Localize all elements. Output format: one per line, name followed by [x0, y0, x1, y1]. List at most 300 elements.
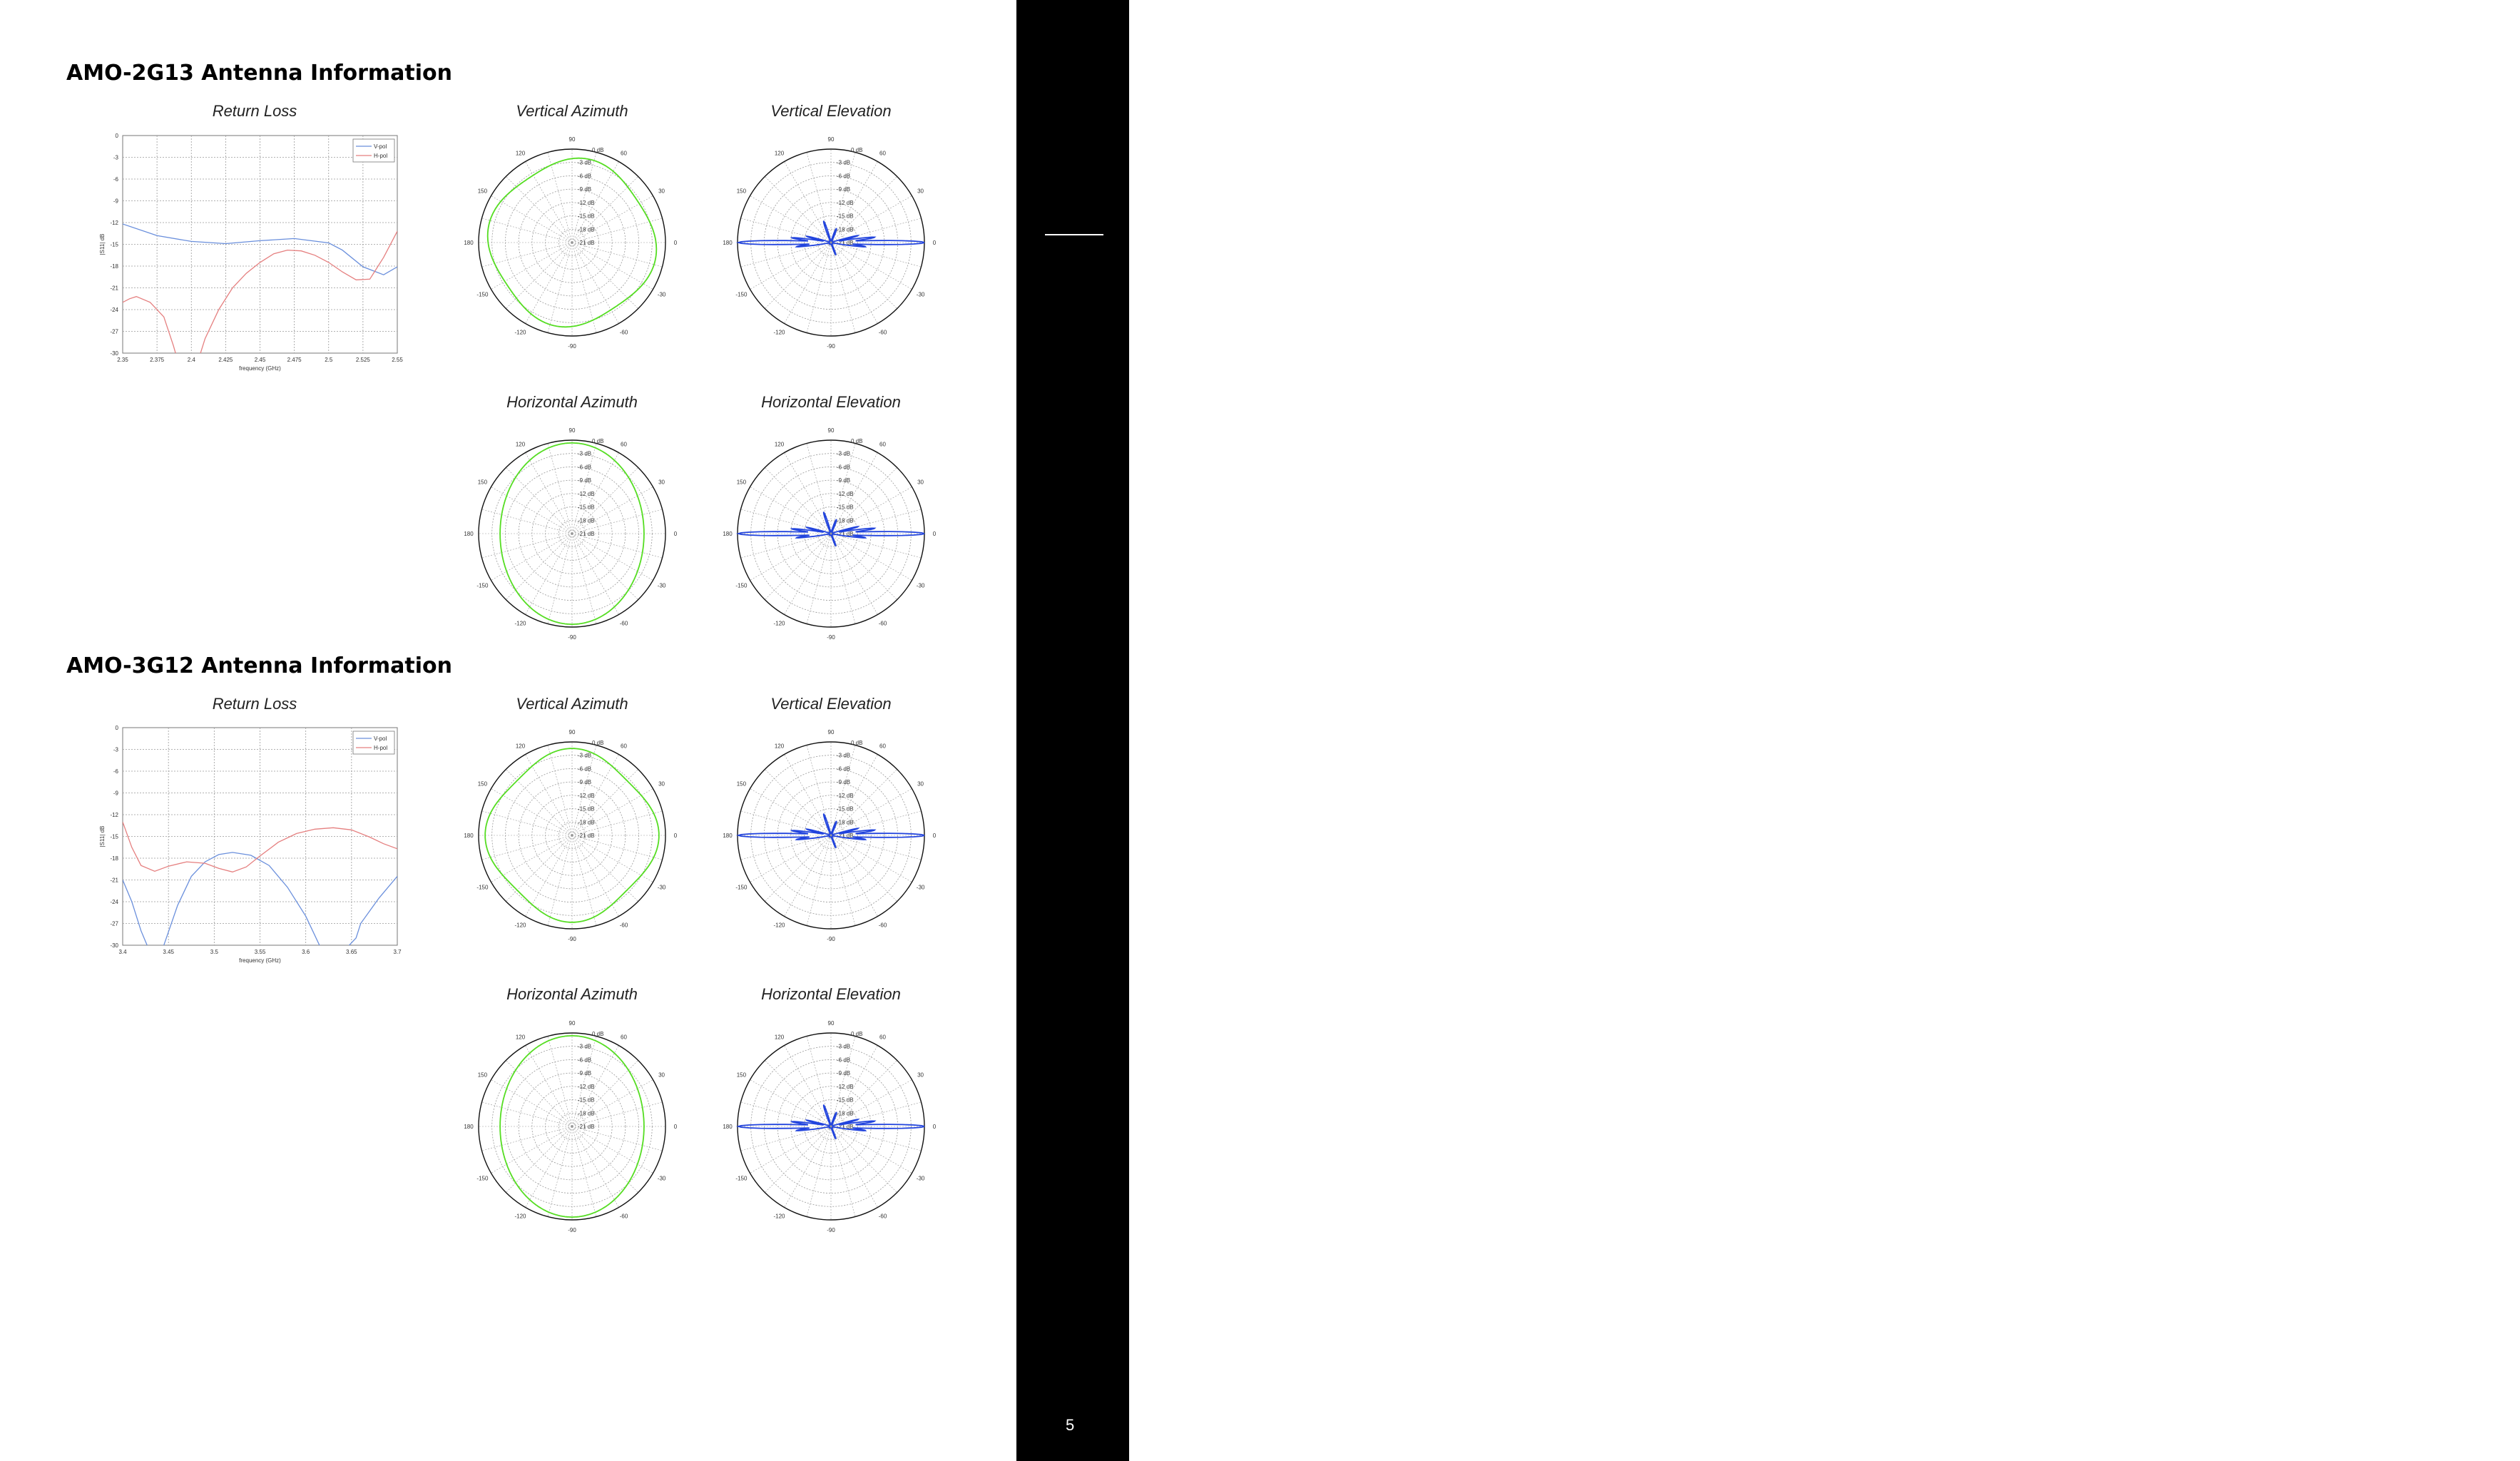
angle-label: 150: [477, 1071, 488, 1079]
angle-label: 0: [932, 240, 937, 246]
angle-label: 30: [917, 479, 924, 486]
angle-label: 150: [736, 1071, 747, 1079]
angle-label: -120: [773, 922, 785, 929]
y-tick-label: -24: [110, 899, 118, 905]
polar-spoke: [548, 534, 572, 624]
polar-spoke: [831, 534, 897, 600]
polar-spoke: [526, 453, 573, 534]
y-tick-label: -12: [110, 220, 118, 226]
angle-label: 90: [568, 1020, 576, 1027]
angle-label: -120: [773, 1213, 785, 1220]
plot-title-horizontal-elevation: Horizontal Elevation: [761, 985, 901, 1003]
polar-spoke: [572, 243, 619, 323]
polar-spoke: [831, 534, 912, 581]
y-tick-label: -9: [113, 198, 118, 205]
polar-spoke: [785, 162, 832, 243]
polar-spoke: [750, 534, 831, 581]
angle-label: -150: [735, 291, 748, 298]
angle-label: 90: [827, 1020, 835, 1027]
polar-spoke: [765, 176, 831, 243]
ring-label: -9 dB: [578, 779, 592, 786]
angle-label: 180: [464, 531, 474, 537]
angle-label: -60: [878, 1213, 887, 1220]
y-tick-label: -3: [113, 746, 118, 753]
y-tick-label: 0: [115, 133, 118, 139]
polar-spoke: [765, 769, 831, 835]
x-tick-label: 3.4: [118, 949, 127, 955]
ring-label: -15 dB: [578, 504, 595, 511]
angle-label: 60: [621, 441, 627, 448]
polar-spoke: [750, 1126, 831, 1174]
polar-spoke: [831, 1126, 897, 1193]
angle-label: 120: [515, 1034, 526, 1041]
x-axis-label: frequency (GHz): [239, 957, 281, 964]
ring-label: -9 dB: [837, 779, 851, 786]
angle-label: -90: [827, 1227, 835, 1233]
y-tick-label: -24: [110, 307, 118, 313]
angle-label: -30: [916, 884, 925, 891]
ring-label: -12 dB: [578, 1083, 595, 1090]
angle-label: -150: [476, 582, 489, 589]
angle-label: -30: [916, 582, 925, 589]
angle-label: 90: [827, 427, 835, 434]
angle-label: 150: [736, 479, 747, 486]
x-tick-label: 2.375: [150, 357, 165, 363]
angle-label: 180: [464, 240, 474, 246]
legend: [353, 139, 394, 162]
sidebar: [1016, 0, 2115, 1461]
polar-spoke: [491, 534, 572, 581]
section-title-amo-3g12: AMO-3G12 Antenna Information: [66, 653, 453, 678]
angle-label: 120: [774, 743, 785, 750]
angle-label: 0: [932, 833, 937, 839]
polar-spoke: [491, 196, 572, 243]
angle-label: -60: [619, 620, 628, 627]
ring-label: -3 dB: [837, 1043, 851, 1050]
x-tick-label: 3.45: [163, 949, 174, 955]
polar-spoke: [831, 243, 855, 333]
plot-title-horizontal-elevation: Horizontal Elevation: [761, 393, 901, 411]
ring-label: -18 dB: [578, 517, 595, 524]
angle-label: -90: [568, 634, 576, 641]
polar-spoke: [481, 1126, 572, 1151]
angle-label: -90: [568, 936, 576, 942]
legend-label: H-pol: [374, 153, 388, 159]
plot-title-horizontal-azimuth: Horizontal Azimuth: [506, 985, 638, 1003]
angle-label: -30: [657, 884, 666, 891]
angle-label: 150: [736, 188, 747, 195]
polar-spoke: [831, 1126, 922, 1151]
angle-label: -60: [878, 922, 887, 929]
ring-label: -12 dB: [837, 199, 854, 206]
ring-label: 0 dB: [592, 147, 604, 153]
polar-spoke: [548, 243, 572, 333]
polar-spoke: [785, 755, 832, 835]
x-tick-label: 2.4: [187, 357, 195, 363]
ring-label: 0 dB: [592, 1031, 604, 1037]
angle-label: -30: [916, 1175, 925, 1182]
angle-label: 180: [464, 833, 474, 839]
angle-label: 0: [673, 240, 678, 246]
polar-spoke: [572, 534, 596, 624]
polar-spoke: [481, 835, 572, 860]
ring-label: -12 dB: [578, 199, 595, 206]
angle-label: -60: [878, 329, 887, 336]
ring-label: -3 dB: [837, 450, 851, 457]
polar-spoke: [831, 243, 912, 290]
polar-spoke: [785, 534, 832, 614]
polar-spoke: [785, 453, 832, 534]
ring-label: -12 dB: [837, 1083, 854, 1090]
polar-spoke: [831, 534, 922, 558]
polar-spoke: [807, 835, 831, 926]
angle-label: -30: [657, 582, 666, 589]
ring-label: -6 dB: [578, 173, 592, 180]
angle-label: -90: [827, 634, 835, 641]
angle-label: 90: [827, 729, 835, 735]
legend-label: V-pol: [374, 735, 387, 742]
angle-label: 0: [932, 531, 937, 537]
x-tick-label: 2.525: [355, 357, 370, 363]
angle-label: -60: [619, 329, 628, 336]
polar-spoke: [548, 443, 572, 534]
polar-spoke: [506, 835, 572, 902]
angle-label: 60: [879, 150, 886, 157]
sidebar-vertical-text: [2056, 28, 2520, 464]
polar-spoke: [572, 534, 653, 581]
polar-spoke: [548, 152, 572, 243]
angle-label: 30: [658, 479, 665, 486]
ring-label: -6 dB: [837, 1057, 851, 1064]
angle-label: 120: [774, 441, 785, 448]
datasheet-label: DATASHEET: [2073, 28, 2110, 218]
ring-label: -21 dB: [578, 240, 595, 246]
polar-spoke: [765, 243, 831, 309]
angle-label: 120: [515, 150, 526, 157]
plot-title-return-loss: Return Loss: [212, 695, 297, 713]
plot-title-vertical-elevation: Vertical Elevation: [770, 102, 892, 120]
y-tick-label: -15: [110, 241, 118, 248]
angle-label: -120: [773, 620, 785, 627]
y-tick-label: -21: [110, 285, 118, 292]
polar-spoke: [831, 243, 897, 309]
return-loss-chart-amo-2g13: [93, 128, 407, 375]
polar-spoke: [831, 243, 878, 323]
ring-label: -6 dB: [578, 464, 592, 471]
angle-label: 30: [658, 1071, 665, 1079]
angle-label: 150: [477, 188, 488, 195]
x-tick-label: 2.475: [287, 357, 302, 363]
page-number: 5: [1066, 1416, 1075, 1434]
polar-spoke: [572, 1126, 619, 1207]
legend-label: V-pol: [374, 143, 387, 150]
polar-grid: [738, 149, 924, 336]
polar-spoke: [506, 176, 572, 243]
polar-spoke: [750, 789, 831, 836]
polar-spoke: [831, 1126, 878, 1207]
y-tick-label: 0: [115, 725, 118, 731]
y-tick-label: -30: [110, 942, 118, 949]
y-tick-label: -30: [110, 350, 118, 357]
angle-label: 60: [621, 1034, 627, 1041]
angle-label: -30: [916, 291, 925, 298]
ring-label: -3 dB: [837, 752, 851, 759]
angle-label: 120: [515, 441, 526, 448]
return-loss-chart-amo-3g12: [93, 721, 407, 967]
ring-label: -12 dB: [578, 490, 595, 497]
ring-label: -6 dB: [837, 173, 851, 180]
polar-spoke: [548, 1036, 572, 1126]
polar-spoke: [491, 487, 572, 534]
ring-label: -18 dB: [578, 819, 595, 826]
ring-label: -6 dB: [578, 765, 592, 773]
polar-spoke: [572, 534, 619, 614]
angle-label: 60: [621, 150, 627, 157]
angle-label: -150: [476, 884, 489, 891]
angle-label: 30: [917, 780, 924, 788]
angle-label: 90: [827, 136, 835, 143]
ring-label: 0 dB: [851, 438, 863, 444]
polar-grid: [738, 742, 924, 929]
polar-spoke: [831, 1126, 912, 1174]
y-tick-label: -9: [113, 790, 118, 797]
x-tick-label: 3.7: [393, 949, 402, 955]
polar-spoke: [548, 745, 572, 835]
y-tick-label: -18: [110, 855, 118, 862]
polar-spoke: [765, 534, 831, 600]
ring-label: -12 dB: [578, 792, 595, 799]
polar-spoke: [831, 835, 897, 902]
x-tick-label: 3.6: [302, 949, 310, 955]
angle-label: 180: [723, 1124, 733, 1130]
ring-label: -12 dB: [837, 490, 854, 497]
angle-label: 90: [568, 427, 576, 434]
ring-label: -18 dB: [837, 517, 854, 524]
angle-label: 0: [673, 833, 678, 839]
angle-label: -120: [514, 329, 526, 336]
legend-label: H-pol: [374, 745, 388, 751]
angle-label: -30: [657, 291, 666, 298]
polar-spoke: [572, 835, 596, 926]
polar-spoke: [740, 835, 831, 860]
angle-label: 60: [621, 743, 627, 750]
polar-spoke: [506, 243, 572, 309]
ring-label: -15 dB: [837, 213, 854, 220]
polar-spoke: [807, 243, 831, 333]
polar-spoke: [481, 243, 572, 267]
angle-label: 30: [917, 1071, 924, 1079]
angle-label: 0: [932, 1124, 937, 1130]
polar-spoke: [750, 835, 831, 882]
angle-label: 150: [736, 780, 747, 788]
ring-label: -3 dB: [578, 752, 592, 759]
polar-spoke: [765, 467, 831, 534]
ring-label: -3 dB: [578, 159, 592, 166]
angle-label: -120: [773, 329, 785, 336]
polar-grid: [479, 149, 665, 336]
polar-spoke: [740, 243, 831, 267]
y-tick-label: -15: [110, 833, 118, 840]
polar-spoke: [831, 835, 922, 860]
angle-label: 60: [879, 1034, 886, 1041]
angle-label: 180: [723, 531, 733, 537]
x-tick-label: 2.35: [117, 357, 128, 363]
polar-spoke: [572, 1126, 596, 1217]
polar-spoke: [526, 1046, 573, 1126]
y-tick-label: -21: [110, 877, 118, 884]
ring-label: -9 dB: [578, 477, 592, 484]
polar-spoke: [765, 1126, 831, 1193]
ring-label: -21 dB: [837, 833, 854, 839]
y-axis-label: |S11| dB: [99, 825, 106, 847]
angle-label: 120: [774, 1034, 785, 1041]
polar-grid: [479, 742, 665, 929]
ring-label: -15 dB: [578, 805, 595, 813]
ring-label: -18 dB: [578, 1110, 595, 1117]
angle-label: 0: [673, 531, 678, 537]
angle-label: -120: [514, 1213, 526, 1220]
plot-title-vertical-elevation: Vertical Elevation: [770, 695, 892, 713]
polar-spoke: [750, 1080, 831, 1127]
ring-label: -15 dB: [837, 504, 854, 511]
angle-label: 60: [879, 441, 886, 448]
polar-spoke: [526, 243, 573, 323]
polar-spoke: [572, 534, 663, 558]
ring-label: 0 dB: [851, 1031, 863, 1037]
x-tick-label: 2.5: [325, 357, 333, 363]
polar-spoke: [765, 1060, 831, 1126]
angle-label: -150: [735, 884, 748, 891]
ring-label: -6 dB: [578, 1057, 592, 1064]
ring-label: -21 dB: [837, 531, 854, 537]
polar-spoke: [785, 835, 832, 916]
angle-label: -150: [476, 291, 489, 298]
polar-spoke: [572, 1126, 663, 1151]
angle-label: -90: [827, 343, 835, 350]
polar-spoke: [572, 835, 663, 860]
x-tick-label: 2.55: [392, 357, 403, 363]
ring-label: 0 dB: [592, 740, 604, 746]
polar-spoke: [481, 534, 572, 558]
ring-label: -15 dB: [578, 1096, 595, 1104]
angle-label: 120: [774, 150, 785, 157]
x-tick-label: 3.65: [346, 949, 357, 955]
section-title-amo-2g13: AMO-2G13 Antenna Information: [66, 61, 453, 86]
plot-title-horizontal-azimuth: Horizontal Azimuth: [506, 393, 638, 411]
ring-label: -9 dB: [578, 186, 592, 193]
polar-spoke: [750, 487, 831, 534]
ring-label: -21 dB: [578, 531, 595, 537]
polar-spoke: [572, 243, 653, 290]
polar-spoke: [807, 1126, 831, 1217]
angle-label: -150: [735, 582, 748, 589]
ring-label: -15 dB: [837, 805, 854, 813]
ring-label: -9 dB: [578, 1070, 592, 1077]
polar-grid: [479, 1033, 665, 1220]
angle-label: 90: [568, 729, 576, 735]
ring-label: -18 dB: [837, 1110, 854, 1117]
ring-label: -21 dB: [837, 240, 854, 246]
plot-title-vertical-azimuth: Vertical Azimuth: [516, 102, 628, 120]
polar-spoke: [548, 835, 572, 926]
polar-spoke: [481, 1102, 572, 1126]
polar-spoke: [526, 162, 573, 243]
ring-label: -15 dB: [578, 213, 595, 220]
polar-spoke: [831, 835, 878, 916]
polar-grid: [738, 440, 924, 627]
sidebar-divider: [1045, 234, 1103, 235]
angle-label: -90: [568, 1227, 576, 1233]
polar-grid: [479, 440, 665, 627]
plot-title-vertical-azimuth: Vertical Azimuth: [516, 695, 628, 713]
x-tick-label: 3.55: [254, 949, 266, 955]
y-tick-label: -12: [110, 812, 118, 818]
ring-label: -12 dB: [837, 792, 854, 799]
polar-spoke: [491, 1126, 572, 1174]
angle-label: 180: [723, 240, 733, 246]
angle-label: -150: [735, 1175, 748, 1182]
y-tick-label: -6: [113, 176, 118, 183]
ring-label: -18 dB: [578, 226, 595, 233]
polar-spoke: [785, 1126, 832, 1207]
angle-label: -90: [827, 936, 835, 942]
ring-label: 0 dB: [592, 438, 604, 444]
polar-spoke: [548, 1126, 572, 1217]
ring-label: -6 dB: [837, 765, 851, 773]
polar-spoke: [750, 243, 831, 290]
angle-label: 150: [477, 780, 488, 788]
angle-label: -90: [568, 343, 576, 350]
polar-grid: [738, 1033, 924, 1220]
angle-label: -150: [476, 1175, 489, 1182]
ring-label: -21 dB: [837, 1124, 854, 1130]
polar-spoke: [481, 218, 572, 243]
ring-label: -18 dB: [837, 819, 854, 826]
angle-label: 30: [658, 188, 665, 195]
angle-label: 90: [568, 136, 576, 143]
polar-spoke: [765, 835, 831, 902]
ring-label: -9 dB: [837, 1070, 851, 1077]
polar-spoke: [491, 1080, 572, 1127]
polar-spoke: [831, 534, 878, 614]
polar-spoke: [506, 769, 572, 835]
polar-spoke: [785, 1046, 832, 1126]
ring-label: -9 dB: [837, 477, 851, 484]
polar-spoke: [831, 835, 912, 882]
polar-spoke: [526, 534, 573, 614]
ring-label: 0 dB: [851, 740, 863, 746]
polar-spoke: [572, 243, 638, 309]
polar-spoke: [831, 1126, 855, 1217]
ring-label: -3 dB: [837, 159, 851, 166]
ring-label: -3 dB: [578, 450, 592, 457]
plot-title-return-loss: Return Loss: [212, 102, 297, 120]
ring-label: -9 dB: [837, 186, 851, 193]
polar-spoke: [785, 243, 832, 323]
polar-spoke: [750, 196, 831, 243]
x-tick-label: 2.45: [254, 357, 266, 363]
angle-label: 0: [673, 1124, 678, 1130]
ring-label: -3 dB: [578, 1043, 592, 1050]
angle-label: 180: [723, 833, 733, 839]
brand-logo: airMAX®Omni: [2065, 178, 2115, 464]
angle-label: 30: [917, 188, 924, 195]
angle-label: 150: [477, 479, 488, 486]
angle-label: -60: [619, 922, 628, 929]
polar-spoke: [572, 1126, 653, 1174]
y-tick-label: -27: [110, 920, 118, 927]
polar-spoke: [572, 243, 596, 333]
